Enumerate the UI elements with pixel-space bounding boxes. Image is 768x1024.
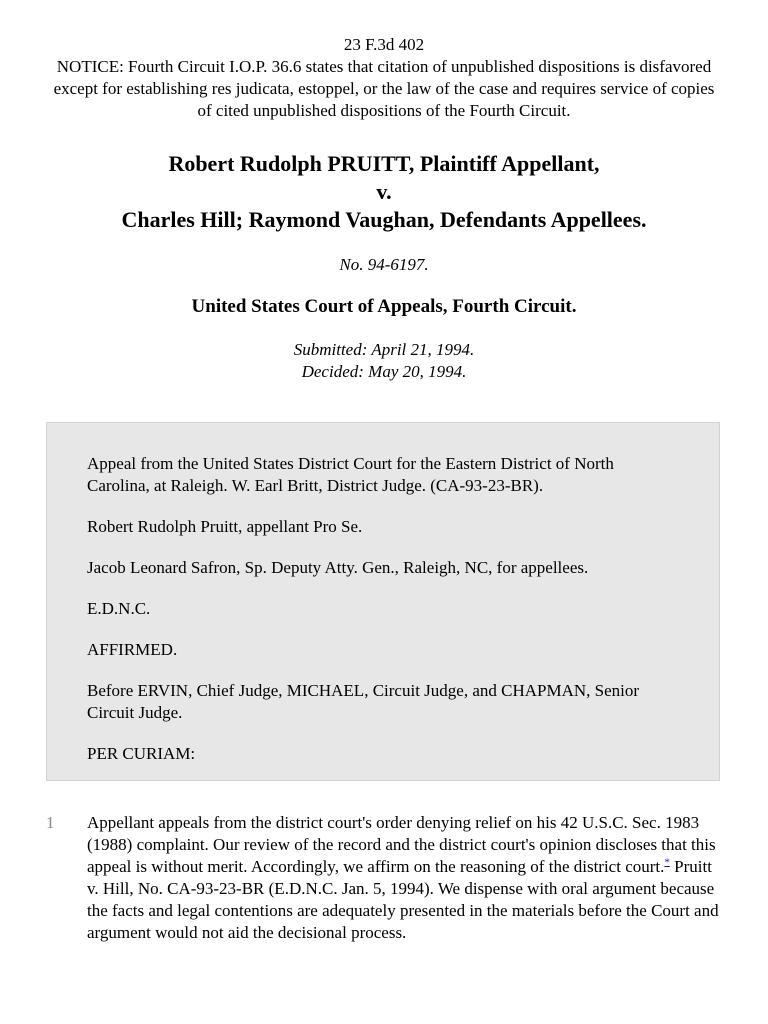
appellant-counsel: Robert Rudolph Pruitt, appellant Pro Se. xyxy=(87,517,363,536)
defendants: Charles Hill; Raymond Vaughan, Defendants Appellees. xyxy=(121,207,647,232)
footnote-link[interactable]: * xyxy=(664,856,670,869)
disposition: AFFIRMED. xyxy=(87,640,178,659)
versus: v. xyxy=(376,179,392,204)
opinion-text-part1: Appellant appeals from the district court's order denying relief on his 42 U.S.C. Sec. 1983 (1988) complaint. Our review of the record and the district court's opinion discloses that this appeal is without merit. Accordingly, we affirm on the reasoning of the district court. xyxy=(87,813,716,876)
citation: 23 F.3d 402 xyxy=(343,35,425,54)
notice: NOTICE: Fourth Circuit I.O.P. 36.6 states that citation of unpublished dispositions is disfavored except for establishing res judicata, estoppel, or the law of the case and requires service of copies of cited unpublished dispositions of the Fourth Circuit. xyxy=(53,57,715,120)
case-summary-box xyxy=(46,422,720,781)
district: E.D.N.C. xyxy=(87,599,151,618)
panel: Before ERVIN, Chief Judge, MICHAEL, Circuit Judge, and CHAPMAN, Senior Circuit Judge. xyxy=(87,681,640,722)
court-name: United States Court of Appeals, Fourth Circuit. xyxy=(191,296,577,317)
per-curiam: PER CURIAM: xyxy=(87,744,196,763)
opinion-text-part2: Pruitt v. Hill, No. CA-93-23-BR (E.D.N.C. Jan. 5, 1994). We dispense with oral argument because the facts and legal contentions are adequately presented in the materials before the Court and argument would not aid the decisional process. xyxy=(87,857,719,942)
paragraph-text xyxy=(87,812,727,944)
appellee-counsel: Jacob Leonard Safron, Sp. Deputy Atty. Gen., Raleigh, NC, for appellees. xyxy=(87,558,589,577)
submitted-date: Submitted: April 21, 1994. xyxy=(293,340,475,359)
paragraph-number: 1 xyxy=(46,813,55,832)
case-dates xyxy=(0,339,768,383)
appeal-from: Appeal from the United States District Court for the Eastern District of North Carolina, at Raleigh. W. Earl Britt, District Judge. (CA-93-23-BR). xyxy=(87,454,614,495)
plaintiff: Robert Rudolph PRUITT, Plaintiff Appellant, xyxy=(168,151,600,176)
docket-number: No. 94-6197. xyxy=(339,255,429,274)
case-header xyxy=(50,0,718,122)
decided-date: Decided: May 20, 1994. xyxy=(301,362,467,381)
case-caption xyxy=(0,150,768,234)
